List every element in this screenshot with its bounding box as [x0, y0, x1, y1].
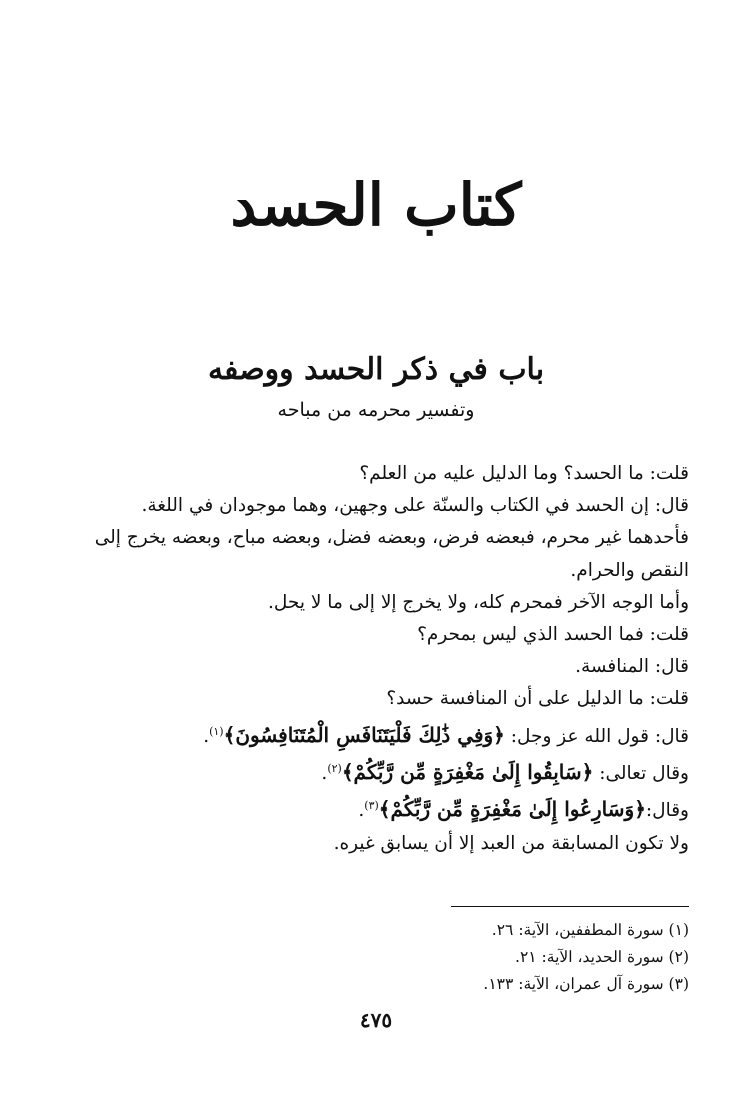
body-line-prefix: وقال: [645, 800, 689, 822]
footnote: (١) سورة المطففين، الآية: ٢٦. [491, 921, 689, 939]
chapter-subtitle: وتفسير محرمه من مباحه [277, 399, 475, 421]
body-line-prefix: وقال تعالى: [593, 763, 689, 785]
body-text [59, 458, 689, 860]
chapter-title: باب في ذكر الحسد ووصفه [207, 352, 545, 387]
body-line: قلت: ما الدليل على أن المنافسة حسد؟ [386, 688, 689, 710]
body-line-quran [59, 716, 689, 753]
footnote-ref: (٣) [364, 799, 379, 813]
body-line-quran [59, 753, 689, 790]
body-line: ولا تكون المسابقة من العبد إلا أن يسابق غيره. [333, 832, 689, 854]
line-end: . [358, 800, 365, 822]
body-line: قلت: ما الحسد؟ وما الدليل عليه من العلم؟ [359, 463, 689, 484]
footnotes [189, 917, 689, 998]
footnote-divider [451, 906, 689, 907]
body-line: النقص والحرام. [570, 559, 689, 581]
book-title: كتاب الحسد [230, 171, 522, 239]
body-line: قال: المنافسة. [575, 656, 689, 678]
body-line-prefix: قال: قول الله عز وجل: [504, 725, 689, 747]
body-line: قلت: فما الحسد الذي ليس بمحرم؟ [417, 624, 689, 646]
line-end: . [203, 725, 210, 747]
footnote: (٣) سورة آل عمران، الآية: ١٣٣. [483, 975, 689, 993]
body-line: فأحدهما غير محرم، فبعضه فرض، وبعضه فضل، وبعضه مباح، وبعضه يخرج إلى [94, 527, 689, 549]
quran-verse: ﴿وَفِي ذَٰلِكَ فَلْيَتَنَافَسِ الْمُتَنَافِسُونَ﴾ [223, 722, 505, 747]
body-line: وأما الوجه الآخر فمحرم كله، ولا يخرج إلا إلى ما لا يحل. [268, 591, 689, 613]
footnote: (٢) سورة الحديد، الآية: ٢١. [515, 948, 689, 966]
quran-verse: ﴿وَسَارِعُوا إِلَىٰ مَغْفِرَةٍ مِّن رَّبِّكُمْ﴾ [378, 797, 646, 822]
quran-verse: ﴿سَابِقُوا إِلَىٰ مَغْفِرَةٍ مِّن رَّبِّكُمْ﴾ [341, 760, 594, 785]
body-line-quran [59, 790, 689, 827]
footnote-ref: (٢) [327, 761, 342, 775]
line-end: . [321, 763, 328, 785]
body-line: قال: إن الحسد في الكتاب والسنّة على وجهين، وهما موجودان في اللغة. [141, 495, 689, 517]
page-number: ٤٧٥ [359, 1008, 393, 1032]
footnote-ref: (١) [209, 724, 224, 738]
